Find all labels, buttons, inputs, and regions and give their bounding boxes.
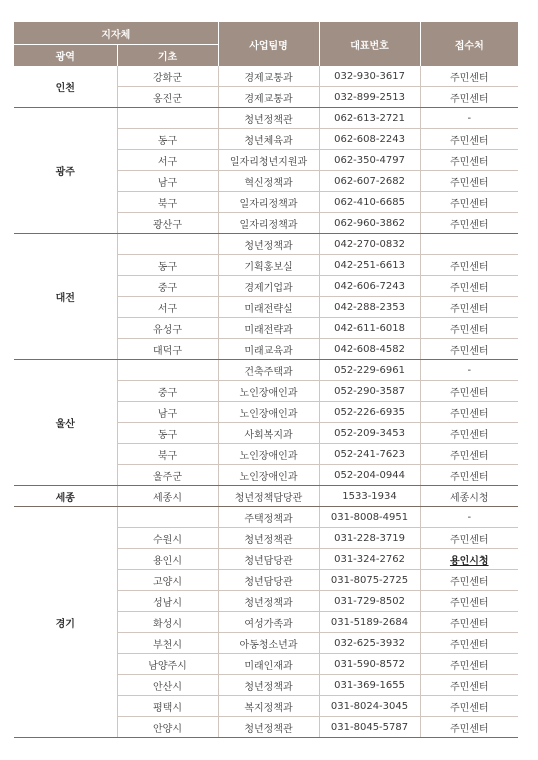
phone-cell: 031-590-8572 (319, 654, 420, 675)
contact-table (14, 22, 518, 738)
local-cell: 안산시 (117, 675, 218, 696)
local-cell: 평택시 (117, 696, 218, 717)
phone-cell: 042-251-6613 (319, 255, 420, 276)
office-cell: - (420, 108, 518, 129)
table-row (14, 108, 518, 129)
local-cell: 북구 (117, 192, 218, 213)
phone-cell: 031-729-8502 (319, 591, 420, 612)
team-cell: 경제기업과 (218, 276, 319, 297)
local-cell: 대덕구 (117, 339, 218, 360)
team-cell: 노인장애인과 (218, 444, 319, 465)
local-cell: 중구 (117, 381, 218, 402)
team-cell: 경제교통과 (218, 66, 319, 87)
local-cell: 부천시 (117, 633, 218, 654)
phone-cell: 062-960-3862 (319, 213, 420, 234)
phone-cell: 032-625-3932 (319, 633, 420, 654)
office-cell: 주민센터 (420, 465, 518, 486)
local-cell: 용인시 (117, 549, 218, 570)
team-cell: 일자리정책과 (218, 192, 319, 213)
local-cell: 광산구 (117, 213, 218, 234)
local-cell: 성남시 (117, 591, 218, 612)
team-cell: 복지정책과 (218, 696, 319, 717)
phone-cell: 052-229-6961 (319, 360, 420, 381)
local-cell: 수원시 (117, 528, 218, 549)
phone-cell: 052-209-3453 (319, 423, 420, 444)
office-cell: 주민센터 (420, 675, 518, 696)
office-cell: 주민센터 (420, 87, 518, 108)
local-cell: 동구 (117, 255, 218, 276)
office-cell: 주민센터 (420, 633, 518, 654)
office-cell: 주민센터 (420, 255, 518, 276)
team-cell: 청년정책관 (218, 717, 319, 738)
local-cell: 남구 (117, 171, 218, 192)
region-cell: 울산 (14, 360, 117, 486)
phone-cell: 032-930-3617 (319, 66, 420, 87)
local-cell: 서구 (117, 150, 218, 171)
office-cell: 주민센터 (420, 444, 518, 465)
phone-cell: 052-290-3587 (319, 381, 420, 402)
phone-cell: 032-899-2513 (319, 87, 420, 108)
local-cell (117, 234, 218, 255)
local-cell: 북구 (117, 444, 218, 465)
office-cell: 주민센터 (420, 339, 518, 360)
phone-cell: 1533-1934 (319, 486, 420, 507)
local-cell: 옹진군 (117, 87, 218, 108)
office-cell: 세종시청 (420, 486, 518, 507)
team-cell: 미래교육과 (218, 339, 319, 360)
local-cell: 남구 (117, 402, 218, 423)
team-cell: 청년정책과 (218, 675, 319, 696)
phone-cell: 042-606-7243 (319, 276, 420, 297)
local-cell: 동구 (117, 129, 218, 150)
table-row (14, 234, 518, 255)
local-cell: 고양시 (117, 570, 218, 591)
office-cell: 주민센터 (420, 66, 518, 87)
local-cell: 강화군 (117, 66, 218, 87)
region-cell: 경기 (14, 507, 117, 738)
phone-cell: 031-8075-2725 (319, 570, 420, 591)
local-cell: 유성구 (117, 318, 218, 339)
team-cell: 미래전략과 (218, 318, 319, 339)
office-cell: - (420, 360, 518, 381)
phone-cell: 031-324-2762 (319, 549, 420, 570)
office-cell: 주민센터 (420, 213, 518, 234)
office-cell: 주민센터 (420, 297, 518, 318)
team-cell: 청년체육과 (218, 129, 319, 150)
phone-cell: 042-611-6018 (319, 318, 420, 339)
region-cell: 세종 (14, 486, 117, 507)
table-row (14, 360, 518, 381)
table-row (14, 66, 518, 87)
region-cell: 대전 (14, 234, 117, 360)
phone-cell: 042-270-0832 (319, 234, 420, 255)
team-cell: 노인장애인과 (218, 402, 319, 423)
office-cell (420, 234, 518, 255)
team-cell: 미래전략실 (218, 297, 319, 318)
header-office: 접수처 (420, 22, 518, 66)
team-cell: 기획홍보실 (218, 255, 319, 276)
header-local-government: 지자체 (14, 22, 218, 45)
office-cell: 주민센터 (420, 402, 518, 423)
phone-cell: 031-8045-5787 (319, 717, 420, 738)
office-cell: 주민센터 (420, 570, 518, 591)
team-cell: 청년정책담당관 (218, 486, 319, 507)
local-cell: 안양시 (117, 717, 218, 738)
phone-cell: 031-369-1655 (319, 675, 420, 696)
team-cell: 여성가족과 (218, 612, 319, 633)
office-cell: 주민센터 (420, 192, 518, 213)
local-cell (117, 108, 218, 129)
team-cell: 청년정책과 (218, 234, 319, 255)
phone-cell: 031-5189-2684 (319, 612, 420, 633)
table-row (14, 507, 518, 528)
office-cell: 주민센터 (420, 381, 518, 402)
office-cell: 주민센터 (420, 171, 518, 192)
phone-cell: 062-350-4797 (319, 150, 420, 171)
office-cell: 주민센터 (420, 696, 518, 717)
office-cell: 주민센터 (420, 318, 518, 339)
local-cell: 화성시 (117, 612, 218, 633)
team-cell: 청년정책관 (218, 528, 319, 549)
header-region: 광역 (14, 45, 117, 67)
office-cell: 주민센터 (420, 129, 518, 150)
local-cell (117, 507, 218, 528)
table-row (14, 486, 518, 507)
team-cell: 청년정책과 (218, 591, 319, 612)
office-cell: 주민센터 (420, 612, 518, 633)
team-cell: 경제교통과 (218, 87, 319, 108)
phone-cell: 062-410-6685 (319, 192, 420, 213)
team-cell: 건축주택과 (218, 360, 319, 381)
local-cell: 남양주시 (117, 654, 218, 675)
team-cell: 노인장애인과 (218, 381, 319, 402)
office-cell: 주민센터 (420, 591, 518, 612)
local-cell: 울주군 (117, 465, 218, 486)
team-cell: 청년담당관 (218, 549, 319, 570)
phone-cell: 062-613-2721 (319, 108, 420, 129)
local-cell: 동구 (117, 423, 218, 444)
team-cell: 노인장애인과 (218, 465, 319, 486)
phone-cell: 052-204-0944 (319, 465, 420, 486)
contact-table-container (14, 22, 518, 738)
office-cell: - (420, 507, 518, 528)
region-cell: 인천 (14, 66, 117, 108)
phone-cell: 062-607-2682 (319, 171, 420, 192)
office-cell: 주민센터 (420, 423, 518, 444)
office-cell: 주민센터 (420, 276, 518, 297)
team-cell: 사회복지과 (218, 423, 319, 444)
phone-cell: 062-608-2243 (319, 129, 420, 150)
phone-cell: 052-241-7623 (319, 444, 420, 465)
team-cell: 청년정책관 (218, 108, 319, 129)
table-header (14, 22, 518, 66)
team-cell: 청년담당관 (218, 570, 319, 591)
phone-cell: 031-8008-4951 (319, 507, 420, 528)
phone-cell: 031-8024-3045 (319, 696, 420, 717)
team-cell: 아동청소년과 (218, 633, 319, 654)
header-team: 사업팀명 (218, 22, 319, 66)
local-cell (117, 360, 218, 381)
local-cell: 중구 (117, 276, 218, 297)
phone-cell: 052-226-6935 (319, 402, 420, 423)
table-body (14, 66, 518, 738)
team-cell: 일자리청년지원과 (218, 150, 319, 171)
office-cell: 주민센터 (420, 717, 518, 738)
header-phone: 대표번호 (319, 22, 420, 66)
region-cell: 광주 (14, 108, 117, 234)
phone-cell: 042-288-2353 (319, 297, 420, 318)
team-cell: 미래인재과 (218, 654, 319, 675)
local-cell: 세종시 (117, 486, 218, 507)
phone-cell: 031-228-3719 (319, 528, 420, 549)
team-cell: 혁신정책과 (218, 171, 319, 192)
team-cell: 주택정책과 (218, 507, 319, 528)
local-cell: 서구 (117, 297, 218, 318)
office-cell: 주민센터 (420, 150, 518, 171)
header-local: 기초 (117, 45, 218, 67)
office-cell: 주민센터 (420, 528, 518, 549)
phone-cell: 042-608-4582 (319, 339, 420, 360)
office-cell: 용인시청 (420, 549, 518, 570)
team-cell: 일자리정책과 (218, 213, 319, 234)
office-cell: 주민센터 (420, 654, 518, 675)
